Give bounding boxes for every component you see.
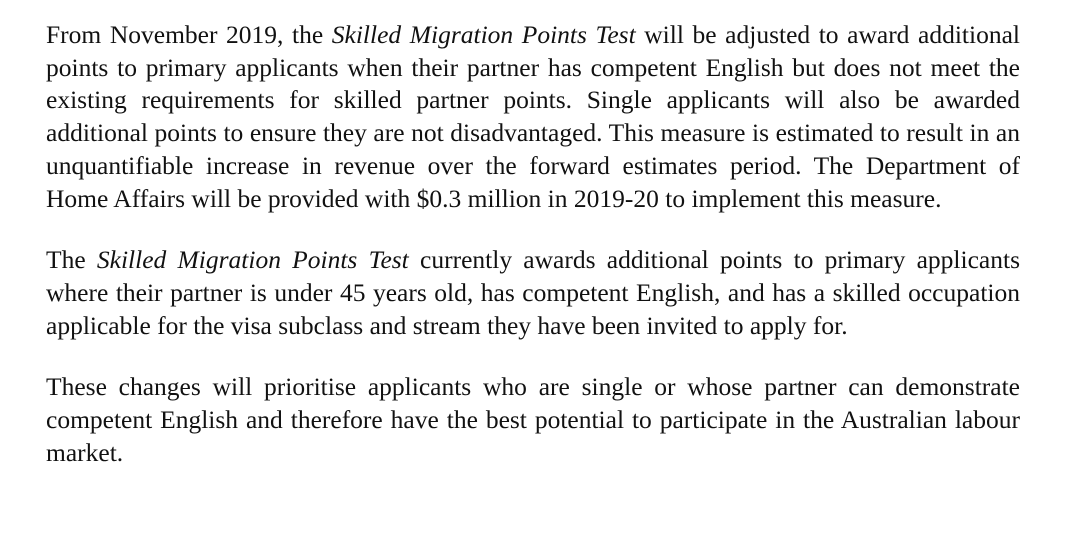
text-run: The [46, 245, 97, 275]
text-run: will be adjusted to award additional points to primary applicants when their partner has competent English but does not meet the existing requirements for skilled partner points. Single applicants will also be awarded additional points to ensure they are not disadvantaged. This measure is estimated to result in an unquantifiable increase in revenue over the forward estimates period. The Department of Home Affairs will be provided with $0.3 million in 2019-20 to implement this measure. [46, 20, 1020, 213]
paragraph-points-test-adjustment [46, 19, 1020, 215]
text-run: currently awards additional points to primary applicants where their partner is under 45 years old, has competent English, and has a skilled occupation applicable for the visa subclass and stream they have been invited to apply for. [46, 245, 1020, 340]
text-run: From November 2019, the [46, 20, 332, 49]
text-run: These changes will prioritise applicants who are single or whose partner can demonstrate competent English and therefore have the best potential to participate in the Australian labour market. [46, 372, 1020, 467]
paragraph-current-awards [46, 244, 1020, 342]
test-name-italic: Skilled Migration Points Test [331, 20, 636, 49]
test-name-italic: Skilled Migration Points Test [96, 245, 409, 275]
document-body [46, 19, 1020, 469]
paragraph-prioritise-applicants [46, 371, 1020, 469]
